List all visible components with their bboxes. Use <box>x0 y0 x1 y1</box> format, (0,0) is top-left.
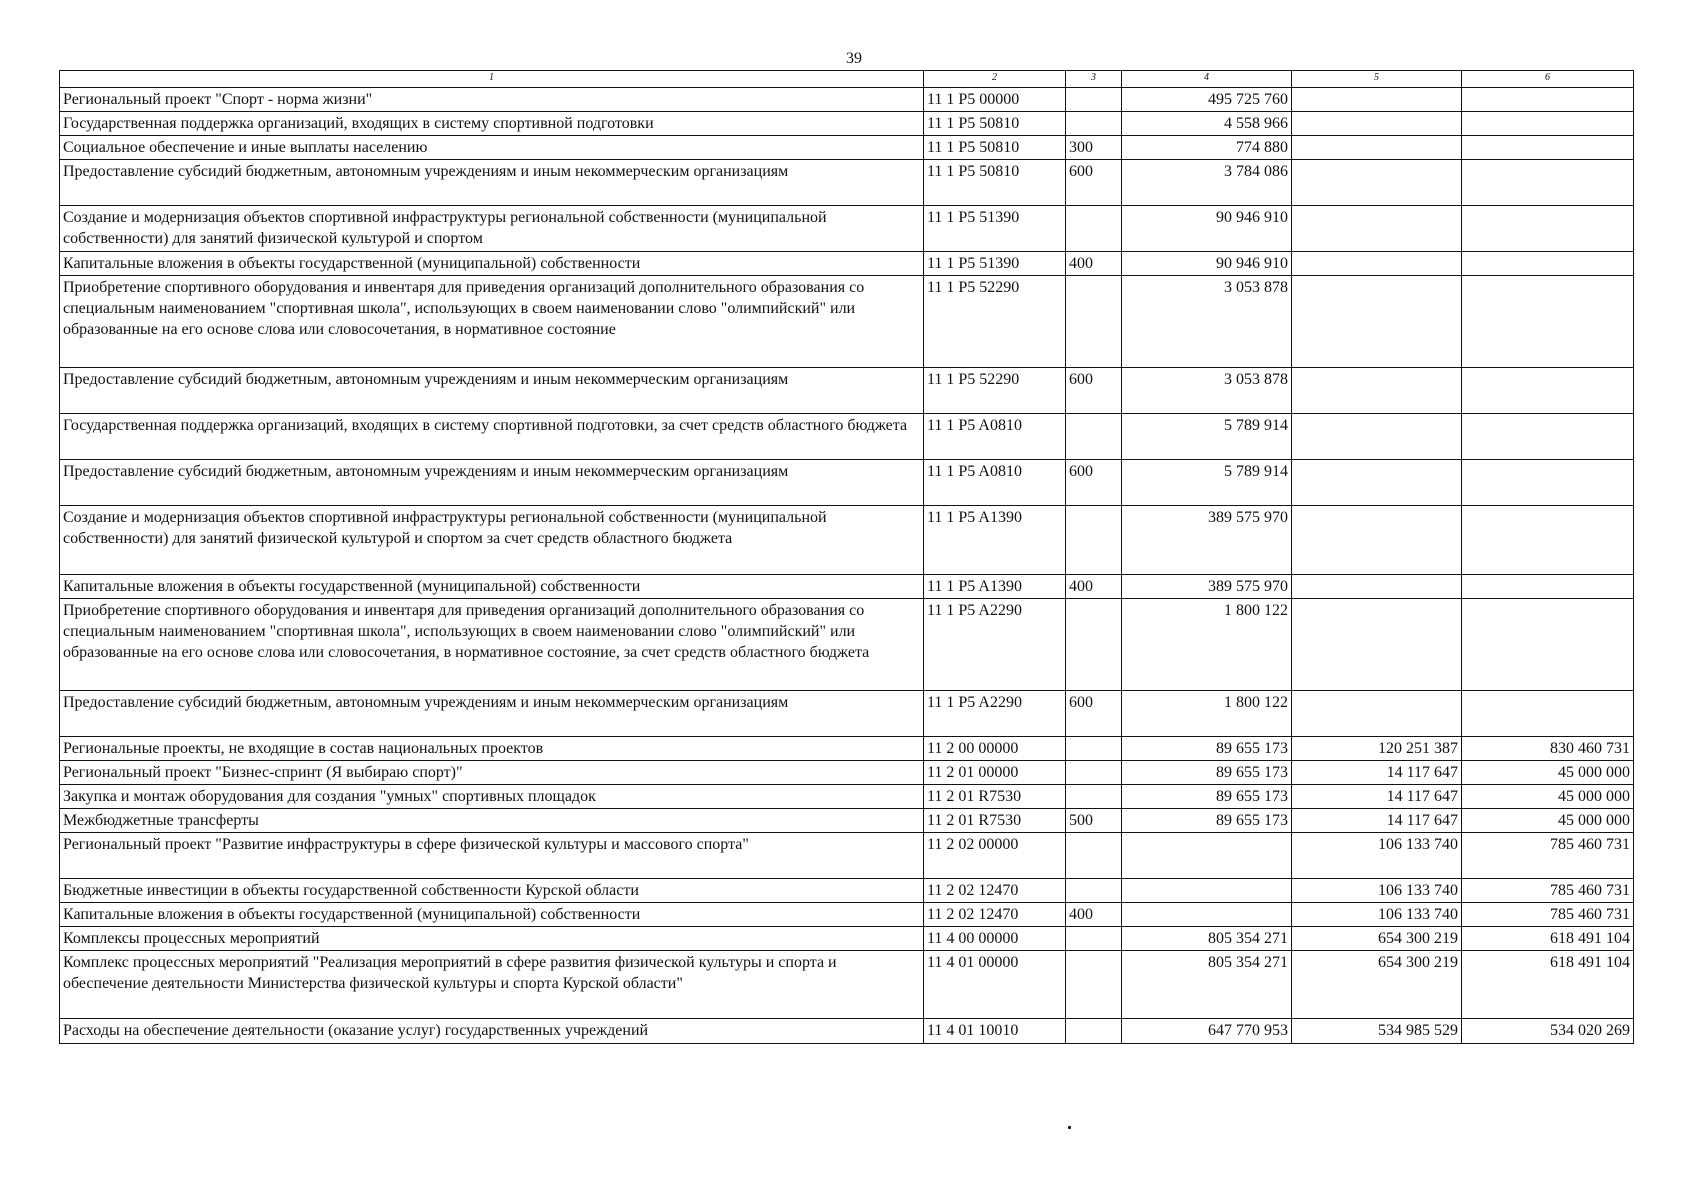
row-expense-type: 500 <box>1066 809 1122 833</box>
row-code: 11 2 01 00000 <box>924 761 1066 785</box>
row-value-6 <box>1462 136 1634 160</box>
row-code: 11 1 P5 A2290 <box>924 599 1066 691</box>
header-col-1: 1 <box>60 71 924 88</box>
row-value-6 <box>1462 88 1634 112</box>
row-code: 11 1 P5 A0810 <box>924 460 1066 506</box>
page-number: 39 <box>846 50 862 67</box>
row-value-4: 495 725 760 <box>1122 88 1292 112</box>
table-row <box>60 833 1634 879</box>
row-expense-type: 400 <box>1066 252 1122 276</box>
row-value-6 <box>1462 506 1634 575</box>
row-code: 11 4 01 10010 <box>924 1019 1066 1044</box>
budget-table <box>59 70 1634 1044</box>
row-name: Создание и модернизация объектов спортивной инфраструктуры региональной собственности (муниципальной собственности) для занятий физической культурой и спортом <box>60 206 924 252</box>
row-value-5: 106 133 740 <box>1292 879 1462 903</box>
row-expense-type: 400 <box>1066 575 1122 599</box>
row-code: 11 1 P5 50810 <box>924 136 1066 160</box>
row-code: 11 2 01 R7530 <box>924 785 1066 809</box>
row-value-4: 90 946 910 <box>1122 206 1292 252</box>
row-expense-type: 600 <box>1066 160 1122 206</box>
table-row <box>60 112 1634 136</box>
row-expense-type <box>1066 785 1122 809</box>
row-code: 11 1 P5 50810 <box>924 112 1066 136</box>
row-value-6 <box>1462 206 1634 252</box>
row-expense-type <box>1066 737 1122 761</box>
row-name: Региональный проект "Спорт - норма жизни" <box>60 88 924 112</box>
row-expense-type: 600 <box>1066 368 1122 414</box>
table-row <box>60 460 1634 506</box>
row-expense-type: 300 <box>1066 136 1122 160</box>
row-value-6: 785 460 731 <box>1462 833 1634 879</box>
table-row <box>60 927 1634 951</box>
row-value-4 <box>1122 879 1292 903</box>
row-value-6: 618 491 104 <box>1462 927 1634 951</box>
row-expense-type <box>1066 879 1122 903</box>
table-row <box>60 252 1634 276</box>
row-value-6 <box>1462 460 1634 506</box>
row-value-4: 89 655 173 <box>1122 761 1292 785</box>
row-value-5 <box>1292 599 1462 691</box>
row-value-5: 654 300 219 <box>1292 951 1462 1019</box>
row-value-4: 805 354 271 <box>1122 927 1292 951</box>
row-value-6 <box>1462 112 1634 136</box>
row-value-5 <box>1292 88 1462 112</box>
row-value-5 <box>1292 112 1462 136</box>
row-value-4 <box>1122 903 1292 927</box>
row-value-5 <box>1292 575 1462 599</box>
row-value-4: 647 770 953 <box>1122 1019 1292 1044</box>
row-expense-type <box>1066 414 1122 460</box>
row-value-5 <box>1292 136 1462 160</box>
table-row <box>60 691 1634 737</box>
row-code: 11 4 00 00000 <box>924 927 1066 951</box>
row-name: Бюджетные инвестиции в объекты государственной собственности Курской области <box>60 879 924 903</box>
row-name: Создание и модернизация объектов спортивной инфраструктуры региональной собственности (муниципальной собственности) для занятий физической культурой и спортом за счет средств областного бюджета <box>60 506 924 575</box>
row-expense-type: 600 <box>1066 460 1122 506</box>
row-name: Социальное обеспечение и иные выплаты населению <box>60 136 924 160</box>
row-name: Межбюджетные трансферты <box>60 809 924 833</box>
row-value-6: 45 000 000 <box>1462 761 1634 785</box>
row-value-5: 120 251 387 <box>1292 737 1462 761</box>
table-row <box>60 136 1634 160</box>
row-value-4: 774 880 <box>1122 136 1292 160</box>
row-code: 11 1 P5 52290 <box>924 276 1066 368</box>
row-value-4: 5 789 914 <box>1122 460 1292 506</box>
table-row <box>60 575 1634 599</box>
row-expense-type <box>1066 761 1122 785</box>
row-value-5 <box>1292 368 1462 414</box>
row-name: Закупка и монтаж оборудования для создания "умных" спортивных площадок <box>60 785 924 809</box>
row-value-6 <box>1462 691 1634 737</box>
table-row <box>60 88 1634 112</box>
row-value-6: 45 000 000 <box>1462 785 1634 809</box>
row-value-6: 785 460 731 <box>1462 903 1634 927</box>
row-value-5 <box>1292 206 1462 252</box>
row-expense-type <box>1066 276 1122 368</box>
row-expense-type <box>1066 833 1122 879</box>
row-expense-type <box>1066 927 1122 951</box>
row-value-5: 106 133 740 <box>1292 833 1462 879</box>
row-expense-type <box>1066 951 1122 1019</box>
table-row <box>60 809 1634 833</box>
row-code: 11 1 P5 52290 <box>924 368 1066 414</box>
row-name: Государственная поддержка организаций, входящих в систему спортивной подготовки <box>60 112 924 136</box>
row-name: Приобретение спортивного оборудования и инвентаря для приведения организаций дополнительного образования со специальным наименованием "спортивная школа", использующих в своем наименовании слово "олимпийский" или образованные на его основе слова или словосочетания, в нормативное состояние <box>60 276 924 368</box>
row-value-4: 1 800 122 <box>1122 599 1292 691</box>
table-row <box>60 879 1634 903</box>
row-value-4: 805 354 271 <box>1122 951 1292 1019</box>
row-code: 11 1 P5 A1390 <box>924 506 1066 575</box>
row-value-5: 14 117 647 <box>1292 761 1462 785</box>
row-code: 11 2 01 R7530 <box>924 809 1066 833</box>
row-expense-type <box>1066 112 1122 136</box>
row-value-5 <box>1292 160 1462 206</box>
row-expense-type: 400 <box>1066 903 1122 927</box>
row-value-5: 534 985 529 <box>1292 1019 1462 1044</box>
row-code: 11 1 P5 A2290 <box>924 691 1066 737</box>
row-name: Государственная поддержка организаций, входящих в систему спортивной подготовки, за счет средств областного бюджета <box>60 414 924 460</box>
row-name: Комплексы процессных мероприятий <box>60 927 924 951</box>
row-expense-type <box>1066 88 1122 112</box>
row-value-5: 14 117 647 <box>1292 785 1462 809</box>
table-row <box>60 206 1634 252</box>
row-code: 11 1 P5 A0810 <box>924 414 1066 460</box>
row-value-5 <box>1292 414 1462 460</box>
row-name: Расходы на обеспечение деятельности (оказание услуг) государственных учреждений <box>60 1019 924 1044</box>
row-name: Региональные проекты, не входящие в состав национальных проектов <box>60 737 924 761</box>
table-body <box>60 88 1634 1044</box>
row-code: 11 2 02 12470 <box>924 903 1066 927</box>
table-row <box>60 951 1634 1019</box>
row-code: 11 1 P5 51390 <box>924 206 1066 252</box>
row-value-6: 45 000 000 <box>1462 809 1634 833</box>
row-value-4: 90 946 910 <box>1122 252 1292 276</box>
row-value-4: 89 655 173 <box>1122 737 1292 761</box>
table-row <box>60 599 1634 691</box>
table-row <box>60 785 1634 809</box>
row-name: Предоставление субсидий бюджетным, автономным учреждениям и иным некоммерческим организациям <box>60 460 924 506</box>
row-value-4: 1 800 122 <box>1122 691 1292 737</box>
row-name: Приобретение спортивного оборудования и инвентаря для приведения организаций дополнительного образования со специальным наименованием "спортивная школа", использующих в своем наименовании слово "олимпийский" или образованные на его основе слова или словосочетания, в нормативное состояние, за счет средств областного бюджета <box>60 599 924 691</box>
scan-mark <box>1068 1126 1071 1129</box>
row-name: Региональный проект "Бизнес-спринт (Я выбираю спорт)" <box>60 761 924 785</box>
header-col-6: 6 <box>1462 71 1634 88</box>
row-value-4 <box>1122 833 1292 879</box>
row-value-5: 654 300 219 <box>1292 927 1462 951</box>
row-value-6: 534 020 269 <box>1462 1019 1634 1044</box>
row-code: 11 2 02 12470 <box>924 879 1066 903</box>
row-value-5 <box>1292 506 1462 575</box>
row-value-4: 5 789 914 <box>1122 414 1292 460</box>
row-value-5: 14 117 647 <box>1292 809 1462 833</box>
row-name: Капитальные вложения в объекты государственной (муниципальной) собственности <box>60 252 924 276</box>
row-value-4: 3 053 878 <box>1122 276 1292 368</box>
row-expense-type: 600 <box>1066 691 1122 737</box>
row-expense-type <box>1066 599 1122 691</box>
table-row <box>60 506 1634 575</box>
row-code: 11 1 P5 51390 <box>924 252 1066 276</box>
row-value-6 <box>1462 599 1634 691</box>
row-value-4: 4 558 966 <box>1122 112 1292 136</box>
table-row <box>60 903 1634 927</box>
header-row <box>60 71 1634 88</box>
row-value-6 <box>1462 368 1634 414</box>
header-col-2: 2 <box>924 71 1066 88</box>
table-row <box>60 160 1634 206</box>
row-value-5 <box>1292 276 1462 368</box>
row-value-5: 106 133 740 <box>1292 903 1462 927</box>
row-value-6: 785 460 731 <box>1462 879 1634 903</box>
row-code: 11 1 P5 50810 <box>924 160 1066 206</box>
row-value-6 <box>1462 252 1634 276</box>
row-value-6: 618 491 104 <box>1462 951 1634 1019</box>
table-row <box>60 368 1634 414</box>
row-value-4: 389 575 970 <box>1122 575 1292 599</box>
row-value-4: 389 575 970 <box>1122 506 1292 575</box>
row-code: 11 1 P5 00000 <box>924 88 1066 112</box>
table-row <box>60 737 1634 761</box>
row-name: Капитальные вложения в объекты государственной (муниципальной) собственности <box>60 575 924 599</box>
row-expense-type <box>1066 1019 1122 1044</box>
row-value-6 <box>1462 276 1634 368</box>
row-expense-type <box>1066 206 1122 252</box>
row-code: 11 2 02 00000 <box>924 833 1066 879</box>
row-code: 11 4 01 00000 <box>924 951 1066 1019</box>
row-name: Комплекс процессных мероприятий "Реализация мероприятий в сфере развития физической культуры и спорта и обеспечение деятельности Министерства физической культуры и спорта Курской области" <box>60 951 924 1019</box>
row-name: Предоставление субсидий бюджетным, автономным учреждениям и иным некоммерческим организациям <box>60 691 924 737</box>
row-value-6 <box>1462 575 1634 599</box>
row-name: Региональный проект "Развитие инфраструктуры в сфере физической культуры и массового спорта" <box>60 833 924 879</box>
row-name: Капитальные вложения в объекты государственной (муниципальной) собственности <box>60 903 924 927</box>
row-value-4: 3 053 878 <box>1122 368 1292 414</box>
row-code: 11 1 P5 A1390 <box>924 575 1066 599</box>
row-value-5 <box>1292 252 1462 276</box>
row-value-5 <box>1292 691 1462 737</box>
row-name: Предоставление субсидий бюджетным, автономным учреждениям и иным некоммерческим организациям <box>60 160 924 206</box>
table-row <box>60 276 1634 368</box>
table-row <box>60 1019 1634 1044</box>
row-value-6: 830 460 731 <box>1462 737 1634 761</box>
row-value-4: 89 655 173 <box>1122 809 1292 833</box>
row-value-6 <box>1462 414 1634 460</box>
row-value-5 <box>1292 460 1462 506</box>
header-col-5: 5 <box>1292 71 1462 88</box>
row-value-4: 3 784 086 <box>1122 160 1292 206</box>
row-name: Предоставление субсидий бюджетным, автономным учреждениям и иным некоммерческим организациям <box>60 368 924 414</box>
row-code: 11 2 00 00000 <box>924 737 1066 761</box>
table-row <box>60 761 1634 785</box>
row-expense-type <box>1066 506 1122 575</box>
row-value-6 <box>1462 160 1634 206</box>
table-row <box>60 414 1634 460</box>
header-col-4: 4 <box>1122 71 1292 88</box>
header-col-3: 3 <box>1066 71 1122 88</box>
row-value-4: 89 655 173 <box>1122 785 1292 809</box>
